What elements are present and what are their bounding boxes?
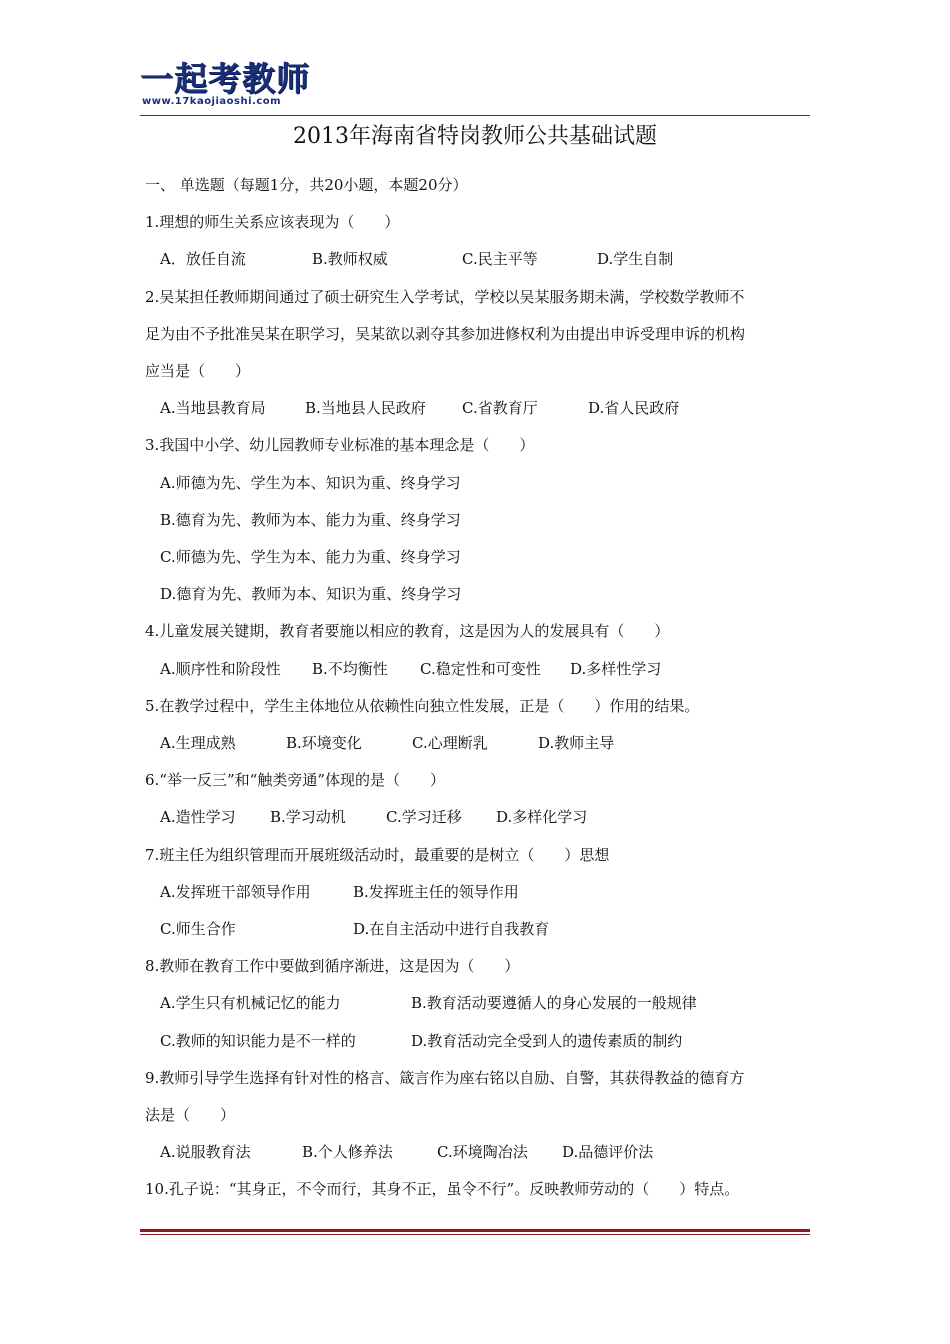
question-stem: 2.吴某担任教师期间通过了硕士研究生入学考试，学校以吴某服务期未满，学校数学教师不	[145, 287, 745, 306]
answer-option: B.当地县人民政府	[305, 399, 426, 418]
option-row	[145, 725, 615, 762]
answer-option: C.稳定性和可变性	[420, 659, 541, 678]
question-stem: 法是（ ）	[145, 1106, 236, 1124]
answer-option: A．放任自流	[160, 250, 246, 269]
answer-option: C.教师的知识能力是不一样的	[160, 1031, 356, 1050]
answer-option: C.心理断乳	[412, 734, 488, 752]
question-stem: 7.班主任为组织管理而开展班级活动时，最重要的是树立（ ）思想	[145, 845, 610, 864]
answer-option: D.省人民政府	[588, 399, 680, 418]
question-stem: 4.儿童发展关键期，教育者要施以相应的教育，这是因为人的发展具有（ ）	[145, 622, 670, 641]
question-stem: 1.理想的师生关系应该表现为（ ）	[145, 213, 400, 232]
answer-option: B.不均衡性	[312, 659, 388, 678]
footer-divider-thin	[140, 1234, 810, 1235]
answer-option: A.当地县教育局	[160, 399, 266, 418]
option-row	[145, 651, 662, 688]
answer-option: C.师德为先、学生为本、能力为重、终身学习	[160, 548, 461, 566]
answer-option: B.学习动机	[270, 808, 346, 827]
answer-option: D.多样化学习	[496, 808, 588, 827]
answer-option: A.师德为先、学生为本、知识为重、终身学习	[160, 473, 461, 492]
question-stem: 足为由不予批准吴某在职学习，吴某欲以剥夺其参加进修权利为由提出申诉受理申诉的机构	[145, 324, 746, 343]
question-stem: 10.孔子说：“其身正，不令而行，其身不正，虽令不行”。反映教师劳动的（ ）特点。	[145, 1180, 740, 1199]
question-stem: 9.教师引导学生选择有针对性的格言、箴言作为座右铭以自励、自警，其获得教益的德育方	[145, 1068, 745, 1087]
option-row	[145, 465, 461, 502]
question-stem: 3.我国中小学、幼儿园教师专业标准的基本理念是（ ）	[145, 436, 535, 455]
answer-option: B.环境变化	[286, 734, 362, 752]
option-row	[145, 799, 588, 836]
answer-option: B.发挥班主任的领导作用	[353, 882, 519, 901]
logo-text: 一起考教师	[140, 59, 310, 98]
answer-option: A.造性学习	[160, 808, 236, 827]
footer-divider-thick	[140, 1229, 810, 1232]
option-row	[145, 502, 461, 539]
option-row	[145, 539, 461, 576]
site-logo	[140, 60, 320, 118]
option-row	[145, 874, 519, 911]
header-divider	[140, 115, 810, 116]
answer-option: A.顺序性和阶段性	[160, 659, 281, 678]
option-row	[145, 241, 674, 278]
answer-option: D.教师主导	[538, 734, 615, 752]
answer-option: C.民主平等	[462, 250, 538, 269]
option-row	[145, 985, 697, 1022]
page-title: 2013年海南省特岗教师公共基础试题	[293, 124, 657, 149]
answer-option: C.省教育厅	[462, 399, 538, 418]
answer-option: D.在自主活动中进行自我教育	[353, 920, 550, 938]
option-row	[145, 390, 680, 427]
answer-option: A.生理成熟	[160, 734, 236, 752]
answer-option: A.说服教育法	[160, 1143, 251, 1162]
option-row	[145, 911, 550, 948]
option-row	[145, 1023, 683, 1060]
question-stem: 5.在教学过程中，学生主体地位从依赖性向独立性发展，正是（ ）作用的结果。	[145, 696, 700, 715]
option-row	[145, 1134, 654, 1171]
answer-option: A.学生只有机械记忆的能力	[160, 994, 341, 1013]
logo-url: www.17kaojiaoshi.com	[142, 96, 282, 107]
answer-option: D.学生自制	[597, 250, 674, 269]
answer-option: B.教师权威	[312, 250, 388, 269]
answer-option: D.德育为先、教师为本、知识为重、终身学习	[160, 585, 462, 604]
answer-option: C.环境陶冶法	[437, 1143, 528, 1162]
answer-option: D.多样性学习	[570, 659, 662, 678]
question-stem: 8.教师在教育工作中要做到循序渐进，这是因为（ ）	[145, 957, 520, 976]
answer-option: D.教育活动完全受到人的遗传素质的制约	[411, 1031, 683, 1050]
answer-option: A.发挥班干部领导作用	[160, 882, 311, 901]
answer-option: B.个人修养法	[302, 1143, 393, 1162]
question-stem: 应当是（ ）	[145, 362, 251, 380]
answer-option: B.教育活动要遵循人的身心发展的一般规律	[411, 994, 697, 1013]
option-row	[145, 576, 462, 613]
section-heading: 一、 单选题（每题1分，共20小题，本题20分）	[145, 176, 468, 194]
answer-option: C.师生合作	[160, 920, 236, 938]
question-stem: 6.“举一反三”和“触类旁通”体现的是（ ）	[145, 771, 445, 790]
answer-option: C.学习迁移	[386, 808, 462, 827]
answer-option: B.德育为先、教师为本、能力为重、终身学习	[160, 510, 461, 529]
answer-option: D.品德评价法	[562, 1143, 654, 1162]
